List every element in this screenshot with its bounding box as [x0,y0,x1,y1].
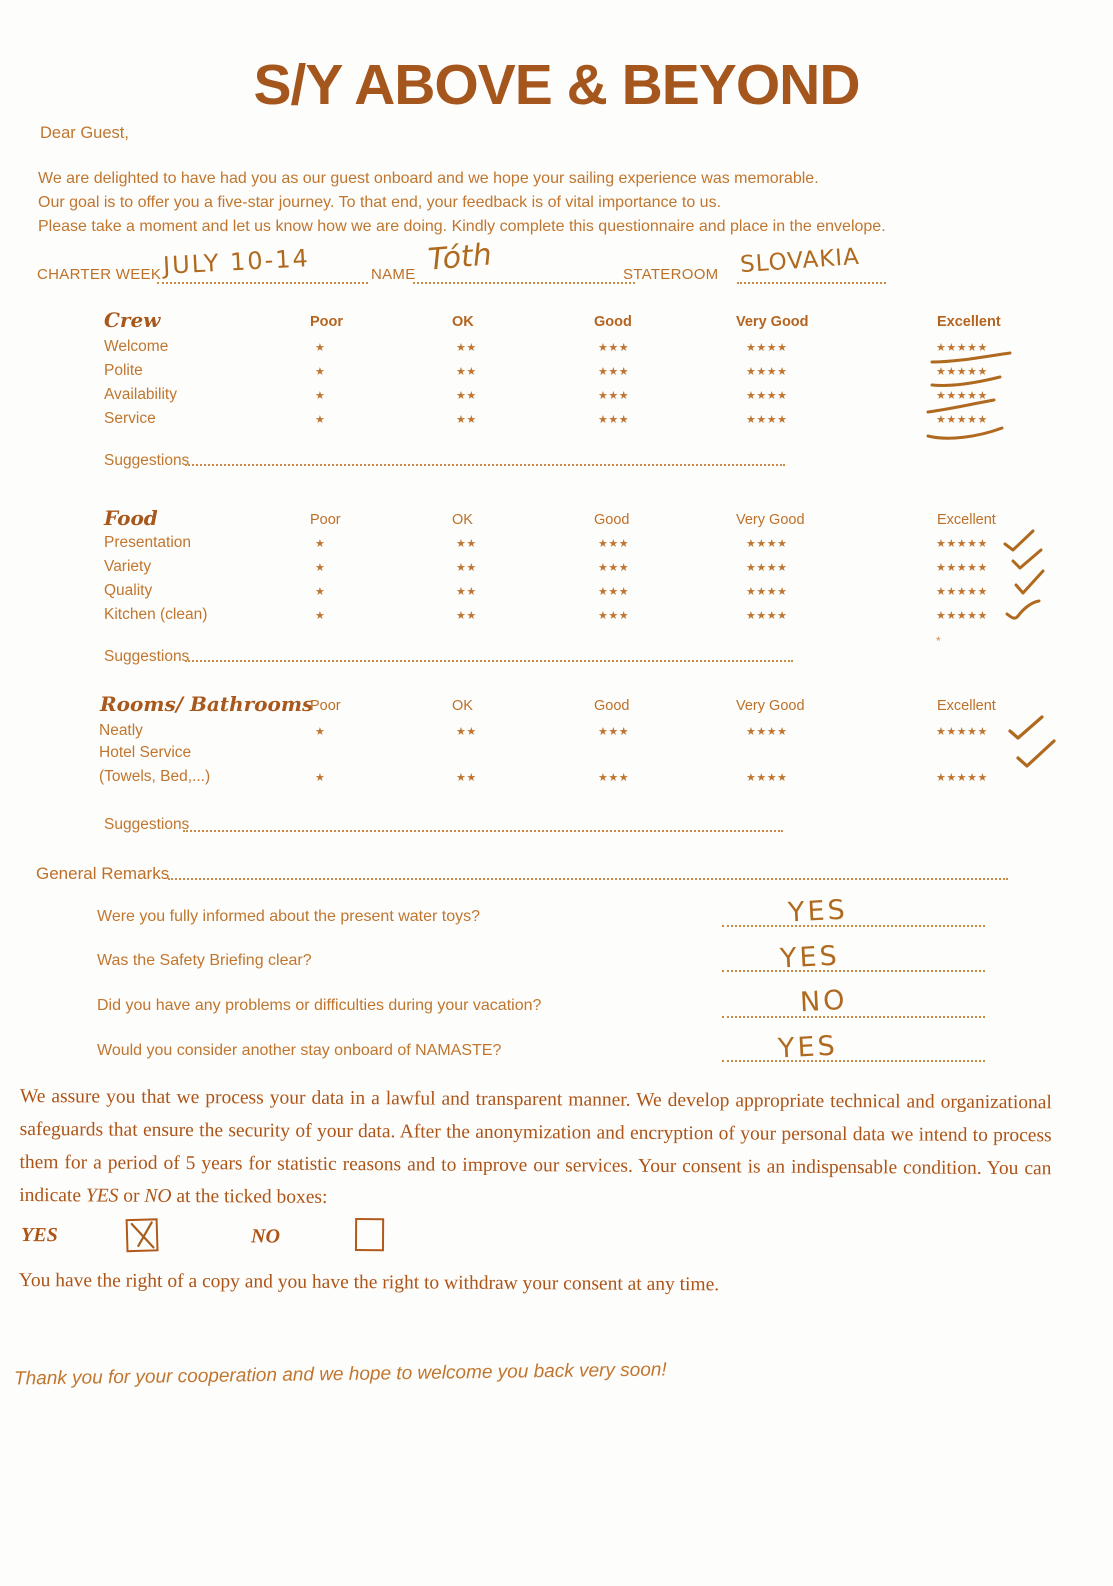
rating-option-ok[interactable]: ★★ [456,390,477,402]
intro-line: Our goal is to offer you a five-star journey. To that end, your feedback is of vital importance to us. [38,194,722,211]
privacy-text: We assure you that we process your data in a lawful and transparent manner. We develop appropriate technical and organizational safeguards that ensure the security of your data. After the anonymization and encryption of your personal data we intend to process them for a period of 5 years for statistic reasons and to improve our services. Your consent is an indispensable condition. You can indicate [19,1085,1052,1207]
rating-option-good[interactable]: ★★★ [598,366,630,378]
rating-row [0,744,1113,768]
suggestions-line[interactable] [183,826,783,832]
consent-no-checkbox[interactable] [355,1218,384,1251]
answer-line[interactable] [722,966,985,972]
question-text: Was the Safety Briefing clear? [97,952,312,969]
rating-option-very-good[interactable]: ★★★★ [746,538,788,550]
rating-row-label: Presentation [104,534,192,551]
rating-option-excellent[interactable]: ★★★★★ [936,390,988,402]
rating-option-very-good[interactable]: ★★★★ [746,342,788,354]
privacy-paragraph [19,1080,1052,1218]
column-header-ok: OK [452,314,474,330]
rating-option-poor[interactable]: ★ [315,538,326,550]
rating-option-very-good[interactable]: ★★★★ [746,586,788,598]
rating-option-good[interactable]: ★★★ [598,538,630,550]
rating-option-ok[interactable]: ★★ [456,414,477,426]
suggestions-label: Suggestions [104,816,190,833]
rating-option-ok[interactable]: ★★ [456,726,477,738]
rating-row-label: Polite [104,362,143,379]
rating-option-poor[interactable]: ★ [315,610,326,622]
rating-row-label: Service [104,410,156,427]
rating-option-very-good[interactable]: ★★★★ [746,726,788,738]
column-header-good: Good [594,698,630,714]
column-header-ok: OK [452,512,473,528]
stateroom-value: SLOVAKIA [739,243,861,279]
stray-mark: * [936,634,941,648]
rating-row [0,410,1113,434]
rating-option-good[interactable]: ★★★ [598,342,630,354]
intro-line: We are delighted to have had you as our guest onboard and we hope your sailing experience was memorable. [38,170,819,187]
question-text: Did you have any problems or difficulties during your vacation? [97,997,542,1014]
rating-option-good[interactable]: ★★★ [598,610,630,622]
section-title-food: Food [104,506,158,530]
handwritten-answer: YES [787,894,849,929]
rating-option-good[interactable]: ★★★ [598,586,630,598]
rating-option-excellent[interactable]: ★★★★★ [936,414,988,426]
handwritten-check [1004,598,1042,624]
column-header-excellent: Excellent [937,698,996,714]
rating-option-poor[interactable]: ★ [315,414,326,426]
rating-row [0,606,1113,630]
rating-option-poor[interactable]: ★ [315,390,326,402]
privacy-section [19,1080,1052,1303]
rating-option-excellent[interactable]: ★★★★★ [936,366,988,378]
question-text: Would you consider another stay onboard of NAMASTE? [97,1042,502,1059]
rating-row-label: Quality [104,582,153,599]
rating-option-good[interactable]: ★★★ [598,726,630,738]
rating-option-ok[interactable]: ★★ [456,562,477,574]
rating-option-poor[interactable]: ★ [315,726,326,738]
rating-option-very-good[interactable]: ★★★★ [746,366,788,378]
rating-option-ok[interactable]: ★★ [456,586,477,598]
rating-option-very-good[interactable]: ★★★★ [746,772,788,784]
stateroom-line[interactable] [737,278,886,284]
privacy-text: at the ticked boxes: [171,1185,328,1208]
suggestions-line[interactable] [185,656,793,662]
rating-row-label: Neatly [99,722,143,739]
handwritten-check [1014,738,1058,770]
column-header-excellent: Excellent [937,512,996,528]
column-header-poor: Poor [310,512,341,528]
rating-option-good[interactable]: ★★★ [598,772,630,784]
page-title: S/Y ABOVE & BEYOND [253,53,860,117]
column-header-excellent: Excellent [937,314,1001,330]
answer-line[interactable] [722,1056,985,1062]
rating-option-very-good[interactable]: ★★★★ [746,390,788,402]
column-header-very-good: Very Good [736,698,805,714]
name-line[interactable] [413,278,635,284]
closing-text: Thank you for your cooperation and we hope to welcome you back very soon! [13,1359,667,1390]
rating-row [0,722,1113,746]
consent-no-label: NO [250,1225,281,1248]
rating-row-label: Hotel Service [99,744,192,761]
section-title-rooms: Rooms/ Bathrooms [100,692,314,716]
rating-row [0,534,1113,558]
rating-option-excellent[interactable]: ★★★★★ [936,538,988,550]
consent-yes-checkbox[interactable] [126,1218,159,1252]
consent-row [19,1216,1051,1270]
intro-line: Please take a moment and let us know how we are doing. Kindly complete this questionnaire and place in the envelope. [38,218,886,235]
rating-option-very-good[interactable]: ★★★★ [746,562,788,574]
rating-row-label: Variety [104,558,152,575]
rating-option-ok[interactable]: ★★ [456,366,477,378]
suggestions-label: Suggestions [104,648,190,665]
charter-week-label: CHARTER WEEK [37,266,162,283]
rating-option-good[interactable]: ★★★ [598,414,630,426]
rating-row [0,362,1113,386]
rating-option-excellent[interactable]: ★★★★★ [936,586,988,598]
rating-row [0,558,1113,582]
handwritten-answer: YES [777,1030,839,1065]
privacy-yes-word: YES [85,1185,119,1207]
column-header-very-good: Very Good [736,512,805,528]
rating-option-ok[interactable]: ★★ [456,610,477,622]
column-header-poor: Poor [310,314,344,330]
rating-option-ok[interactable]: ★★ [456,772,477,784]
rating-option-poor[interactable]: ★ [315,586,326,598]
rating-row [0,338,1113,362]
answer-line[interactable] [722,1012,985,1018]
greeting: Dear Guest, [40,124,129,142]
column-header-good: Good [594,314,632,330]
x-mark-icon [128,1220,157,1250]
consent-yes-label: YES [20,1224,58,1247]
suggestions-label: Suggestions [104,452,190,469]
rating-row-label: Availability [104,386,177,403]
rating-row-label: Kitchen (clean) [104,606,208,623]
rating-option-ok[interactable]: ★★ [456,342,477,354]
general-remarks-line[interactable] [168,874,1008,880]
column-header-poor: Poor [310,698,341,714]
suggestions-line[interactable] [185,460,785,466]
handwritten-answer: YES [779,940,841,975]
rating-option-excellent[interactable]: ★★★★★ [936,610,988,622]
handwritten-underline [926,426,1006,442]
rating-option-excellent[interactable]: ★★★★★ [936,726,988,738]
rating-option-very-good[interactable]: ★★★★ [746,610,788,622]
rating-option-poor[interactable]: ★ [315,772,326,784]
rating-row-label: Welcome [104,338,169,355]
rating-row [0,768,1113,792]
rating-option-very-good[interactable]: ★★★★ [746,414,788,426]
rating-option-poor[interactable]: ★ [315,342,326,354]
section-title-crew: Crew [104,308,161,332]
column-header-very-good: Very Good [736,314,809,330]
question-text: Were you fully informed about the present water toys? [97,908,481,925]
stateroom-label: STATEROOM [623,266,719,283]
rating-option-excellent[interactable]: ★★★★★ [936,772,988,784]
charter-week-line[interactable] [157,278,368,284]
name-label: NAME [371,266,416,283]
rating-option-good[interactable]: ★★★ [598,390,630,402]
column-header-good: Good [594,512,630,528]
rating-option-excellent[interactable]: ★★★★★ [936,562,988,574]
rights-text: You have the right of a copy and you have the right to withdraw your consent at any time. [18,1269,720,1296]
charter-week-value: JULY 10-14 [162,244,311,280]
rating-option-poor[interactable]: ★ [315,562,326,574]
rating-option-good[interactable]: ★★★ [598,562,630,574]
handwritten-answer: NO [799,984,849,1019]
privacy-no-word: NO [144,1185,172,1207]
rating-row [0,582,1113,606]
name-value: Tóth [426,237,494,278]
handwritten-check [1012,568,1046,596]
rating-option-excellent[interactable]: ★★★★★ [936,342,988,354]
column-header-ok: OK [452,698,473,714]
privacy-or-word: or [118,1185,145,1207]
rating-row [0,386,1113,410]
rating-option-ok[interactable]: ★★ [456,538,477,550]
rating-option-poor[interactable]: ★ [315,366,326,378]
rating-row-sublabel: (Towels, Bed,...) [99,768,211,785]
answer-line[interactable] [722,921,985,927]
general-remarks-label: General Remarks [36,864,170,883]
